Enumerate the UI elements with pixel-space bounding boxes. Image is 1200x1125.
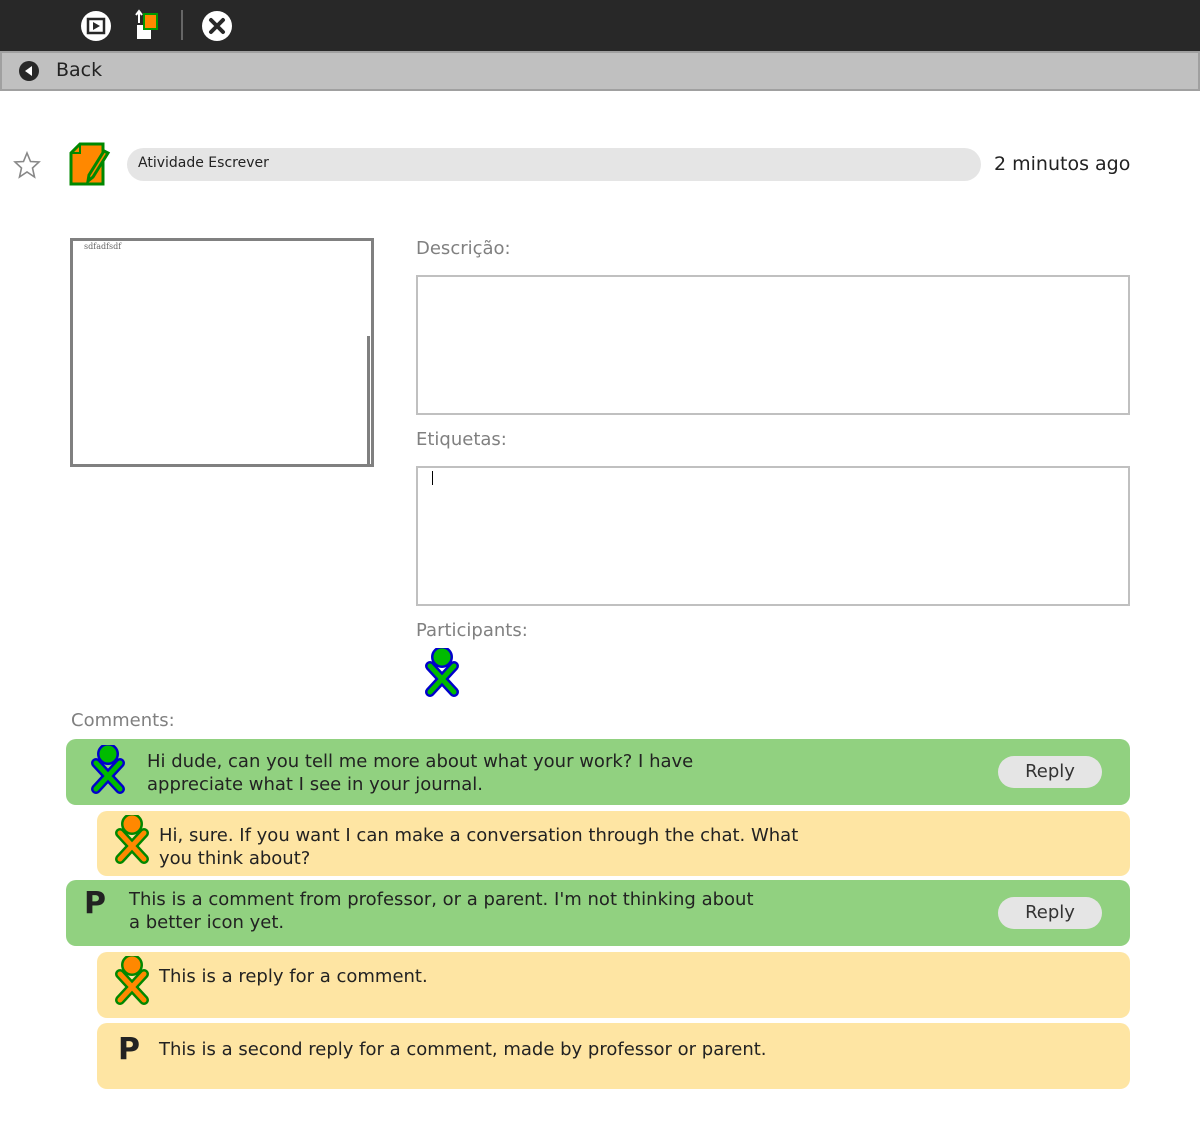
erase-icon[interactable] bbox=[201, 10, 233, 46]
participants-label: Participants: bbox=[416, 620, 528, 641]
comment-text: This is a comment from professor, or a parent. I'm not thinking about a better icon yet. bbox=[129, 889, 754, 933]
toolbar-separator bbox=[181, 10, 183, 40]
write-activity-icon bbox=[68, 141, 114, 191]
reply-button[interactable]: Reply bbox=[998, 897, 1102, 929]
back-button[interactable] bbox=[0, 51, 1200, 91]
parent-avatar-icon: P bbox=[84, 886, 106, 921]
view-source-icon[interactable] bbox=[80, 10, 112, 46]
participant-xo-icon bbox=[422, 648, 462, 704]
timestamp: 2 minutos ago bbox=[994, 153, 1131, 175]
title-input[interactable] bbox=[127, 148, 981, 181]
comment-reply-item bbox=[97, 1023, 1130, 1089]
title-value: Atividade Escrever bbox=[138, 155, 269, 171]
comment-reply-item bbox=[97, 952, 1130, 1018]
preview-text: sdfadfsdf bbox=[84, 242, 122, 251]
text-cursor bbox=[432, 471, 433, 485]
preview-thumbnail[interactable] bbox=[70, 238, 374, 467]
copy-to-icon[interactable] bbox=[134, 9, 162, 45]
xo-orange-avatar-icon bbox=[112, 815, 152, 873]
xo-blue-avatar-icon bbox=[88, 745, 128, 803]
comment-text: This is a reply for a comment. bbox=[159, 966, 428, 987]
toolbar bbox=[0, 0, 1200, 51]
description-label: Descrição: bbox=[416, 238, 511, 259]
star-icon[interactable] bbox=[13, 151, 41, 183]
comment-text: Hi, sure. If you want I can make a conversation through the chat. What you think about? bbox=[159, 825, 799, 869]
tags-textarea[interactable] bbox=[416, 466, 1130, 606]
preview-scrollbar bbox=[367, 336, 370, 464]
comments-label: Comments: bbox=[71, 710, 175, 731]
comment-reply-item bbox=[97, 811, 1130, 876]
back-arrow-icon bbox=[18, 60, 40, 86]
comment-text: This is a second reply for a comment, made by professor or parent. bbox=[159, 1039, 767, 1060]
back-label: Back bbox=[56, 59, 103, 81]
comment-text: Hi dude, can you tell me more about what your work? I have appreciate what I see in your journal. bbox=[147, 751, 694, 795]
tags-label: Etiquetas: bbox=[416, 429, 507, 450]
comment-item bbox=[66, 739, 1130, 805]
reply-button[interactable]: Reply bbox=[998, 756, 1102, 788]
xo-orange-avatar-icon bbox=[112, 956, 152, 1014]
comment-item bbox=[66, 880, 1130, 946]
parent-avatar-icon: P bbox=[118, 1032, 140, 1067]
description-textarea[interactable] bbox=[416, 275, 1130, 415]
